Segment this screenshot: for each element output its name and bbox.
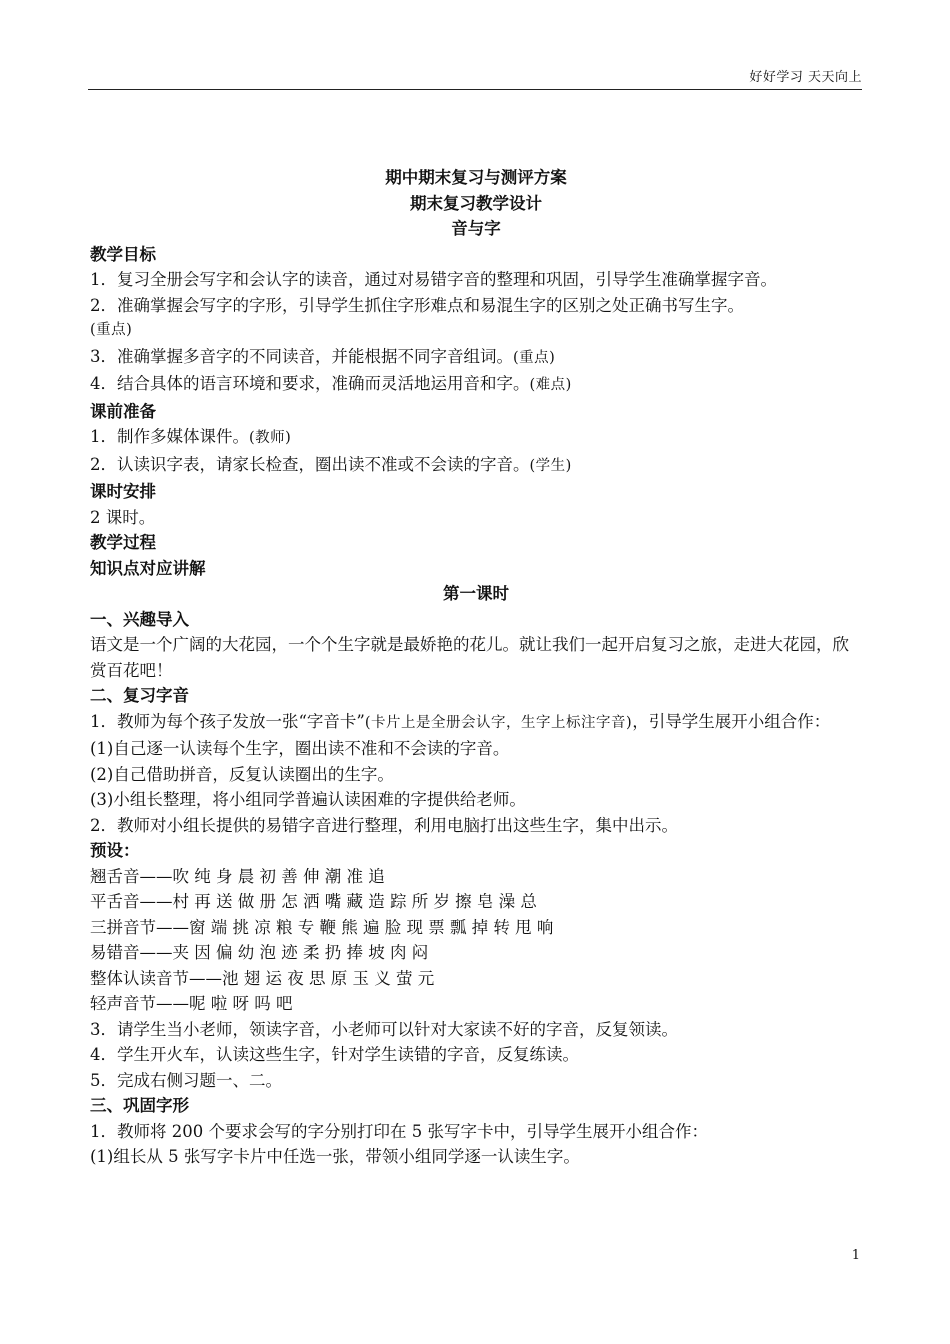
lesson-title: 第一课时: [443, 584, 509, 603]
char-row-retroflex: 翘舌音——吹 纯 身 晨 初 善 伸 潮 准 追: [90, 866, 385, 886]
goal-item-3-text: 3．准确掌握多音字的不同读音，并能根据不同字音组词。: [90, 346, 513, 366]
pron-item-1-text-a: 1．教师为每个孩子发放一张“字音卡”: [90, 711, 365, 731]
prep-item-2-text: 2．认读识字表，请家长检查，圈出读不准或不会读的字音。: [90, 454, 530, 474]
glyph-item-1: 1．教师将 200 个要求会写的字分别打印在 5 张写字卡中，引导学生展开小组合作：: [90, 1121, 708, 1141]
page-number: 1: [851, 1248, 860, 1263]
pron-sub-3: (3)小组长整理，将小组同学普遍认读困难的字提供给老师。: [90, 790, 526, 809]
char-row-triple: 三拼音节——窗 端 挑 凉 粮 专 鞭 熊 遍 脸 现 票 瓢 掉 转 甩 响: [90, 917, 554, 937]
pron-sub-1: (1)自己逐一认读每个生字，圈出读不准和不会读的字音。: [90, 739, 510, 758]
char-row-error-prone: 易错音——夹 因 偏 幼 泡 迹 柔 扔 捧 坡 肉 闷: [90, 943, 429, 962]
prep-item-2-note: (学生): [529, 457, 572, 474]
document-title: 期中期末复习与测评方案: [385, 168, 567, 187]
char-row-flat: 平舌音——村 再 送 做 册 怎 洒 嘴 藏 造 踪 所 岁 擦 皂 澡 总: [90, 892, 537, 911]
preset-label: 预设：: [90, 841, 140, 860]
prep-item-1-text: 1．制作多媒体课件。: [90, 427, 249, 446]
page-header-text: 好好学习 天天向上: [749, 70, 862, 85]
section-heading-schedule: 课时安排: [90, 482, 156, 501]
goal-item-4: [90, 371, 862, 399]
pron-item-2: 2．教师对小组长提供的易错字音进行整理，利用电脑打出这些生字，集中出示。: [90, 815, 678, 835]
prep-item-1: [90, 424, 862, 452]
pron-item-1-note: (卡片上是全册会认字，生字上标注字音): [364, 714, 633, 731]
pron-item-1: [90, 709, 862, 737]
document-subtitle: 期末复习教学设计: [410, 193, 542, 213]
pron-item-4: 4．学生开火车，认读这些生字，针对学生读错的字音，反复练读。: [90, 1045, 579, 1064]
char-row-neutral-tone: 轻声音节——呢 啦 呀 吗 吧: [90, 994, 293, 1013]
part-heading-glyph: 三、巩固字形: [90, 1096, 189, 1115]
section-heading-preparation: 课前准备: [90, 401, 156, 421]
goal-item-3: [90, 344, 862, 372]
glyph-sub-1: (1)组长从 5 张写字卡片中任选一张，带领小组同学逐一认读生字。: [90, 1147, 580, 1166]
char-row-whole-syllable: 整体认读音节——池 翅 运 夜 思 原 玉 义 萤 元: [90, 968, 435, 988]
goal-item-2: 2．准确掌握会写字的字形，引导学生抓住字形难点和易混生字的区别之处正确书写生字。: [90, 295, 744, 315]
part-heading-pronunciation: 二、复习字音: [90, 686, 189, 705]
section-subheading-points: 知识点对应讲解: [90, 558, 206, 578]
section-heading-goals: 教学目标: [90, 244, 156, 264]
header-divider: [88, 89, 862, 90]
document-body: [90, 165, 862, 1170]
schedule-text: 2 课时。: [90, 507, 156, 527]
goal-item-2-note: (重点): [90, 322, 133, 338]
goal-item-4-text: 4．结合具体的语言环境和要求，准确而灵活地运用音和字。: [90, 374, 530, 393]
pron-item-1-text-b: ，引导学生展开小组合作：: [632, 711, 831, 731]
goal-item-3-note: (重点): [513, 349, 556, 366]
goal-item-1: 1．复习全册会写字和会认字的读音，通过对易错字音的整理和巩固，引导学生准确掌握字音。: [90, 270, 777, 289]
goal-item-4-note: (难点): [529, 377, 572, 393]
pron-item-3: 3．请学生当小老师，领读字音，小老师可以针对大家读不好的字音，反复领读。: [90, 1019, 678, 1039]
section-heading-process: 教学过程: [90, 533, 156, 552]
pron-item-5: 5．完成右侧习题一、二。: [90, 1070, 282, 1090]
document-topic: 音与字: [451, 219, 501, 238]
intro-text: 语文是一个广阔的大花园，一个个生字就是最娇艳的花儿。就让我们一起开启复习之旅，走进大花园，欣赏百花吧！: [90, 635, 849, 680]
prep-item-1-note: (教师): [249, 430, 292, 446]
part-heading-intro: 一、兴趣导入: [90, 609, 189, 629]
pron-sub-2: (2)自己借助拼音，反复认读圈出的生字。: [90, 764, 394, 784]
prep-item-2: [90, 452, 862, 480]
